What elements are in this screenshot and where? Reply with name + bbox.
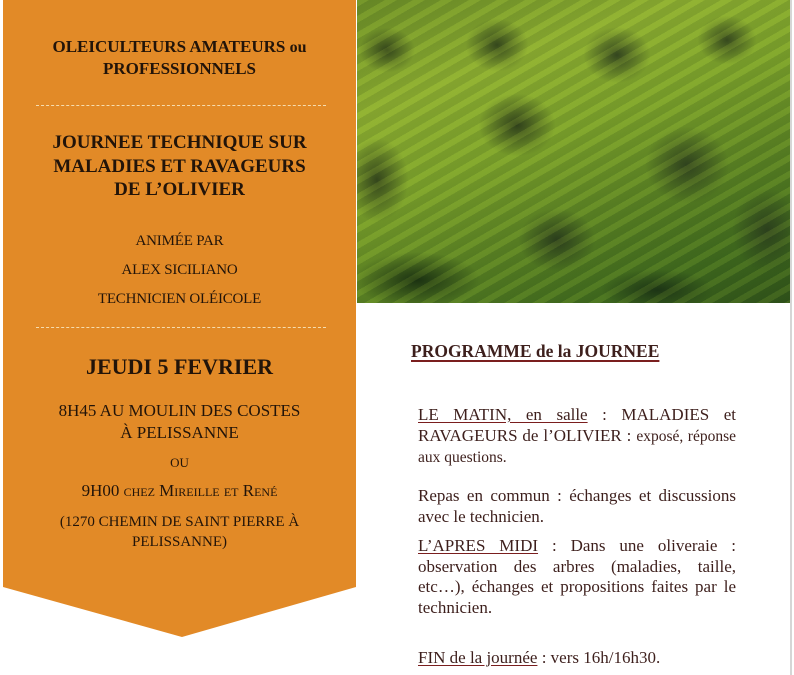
meeting-place-1 — [3, 400, 356, 444]
or-separator: OU — [170, 455, 189, 470]
audience-line-1 — [52, 37, 306, 56]
animee-par-label: ANIMÉE PAR — [135, 233, 224, 249]
page-right-border — [790, 0, 792, 675]
animator-role: TECHNICIEN OLÉICOLE — [97, 291, 262, 307]
audience-heading — [3, 36, 356, 79]
programme-item-end — [418, 648, 736, 669]
morning-text: : MALADIES et RAVAGEURS de l’OLIVIER : — [418, 405, 736, 445]
morning-detail: exposé, réponse aux questions. — [418, 427, 737, 466]
morning-label: LE MATIN, en salle — [418, 405, 588, 424]
title-line-3: DE L’OLIVIER — [114, 179, 245, 200]
title-line-2: MALADIES ET RAVAGEURS — [53, 155, 306, 177]
meeting-place-2: 9H00 chez Mireille et René — [81, 481, 278, 500]
olive-grove-photo — [357, 0, 790, 303]
dashed-divider-1 — [36, 105, 326, 106]
event-date: JEUDI 5 FEVRIER — [85, 354, 274, 379]
place1-line-2: À PELISSANNE — [120, 423, 239, 442]
audience-main-text: OLEICULTEURS AMATEURS — [52, 37, 290, 56]
event-title — [3, 131, 356, 202]
place1-line-1: 8H45 AU MOULIN DES COSTES — [58, 401, 301, 420]
end-label: FIN de la journée — [418, 648, 538, 667]
animator-name: ALEX SICILIANO — [121, 262, 238, 278]
programme-item-afternoon — [418, 536, 736, 618]
title-line-1: JOURNEE TECHNIQUE SUR — [52, 132, 307, 153]
audience-or-text: ou — [289, 39, 307, 56]
afternoon-text: : Dans une oliveraie : observation des arbres (maladies, taille, etc…), échanges et propositions faites par le technicien. — [418, 536, 736, 617]
programme-title: PROGRAMME de la JOURNEE — [411, 341, 660, 361]
audience-line-2: PROFESSIONNELS — [102, 59, 257, 78]
dashed-divider-2 — [36, 327, 326, 328]
programme-item-lunch — [418, 486, 736, 527]
programme-item-morning — [418, 405, 736, 469]
address-line-1: (1270 CHEMIN DE SAINT PIERRE À — [59, 514, 300, 530]
meeting-address — [3, 512, 356, 552]
lunch-text: Repas en commun : échanges et discussions avec le technicien. — [418, 486, 736, 526]
end-text: : vers 16h/16h30. — [537, 648, 661, 667]
afternoon-label: L’APRES MIDI — [418, 536, 539, 555]
address-line-2: PELISSANNE) — [131, 534, 227, 550]
